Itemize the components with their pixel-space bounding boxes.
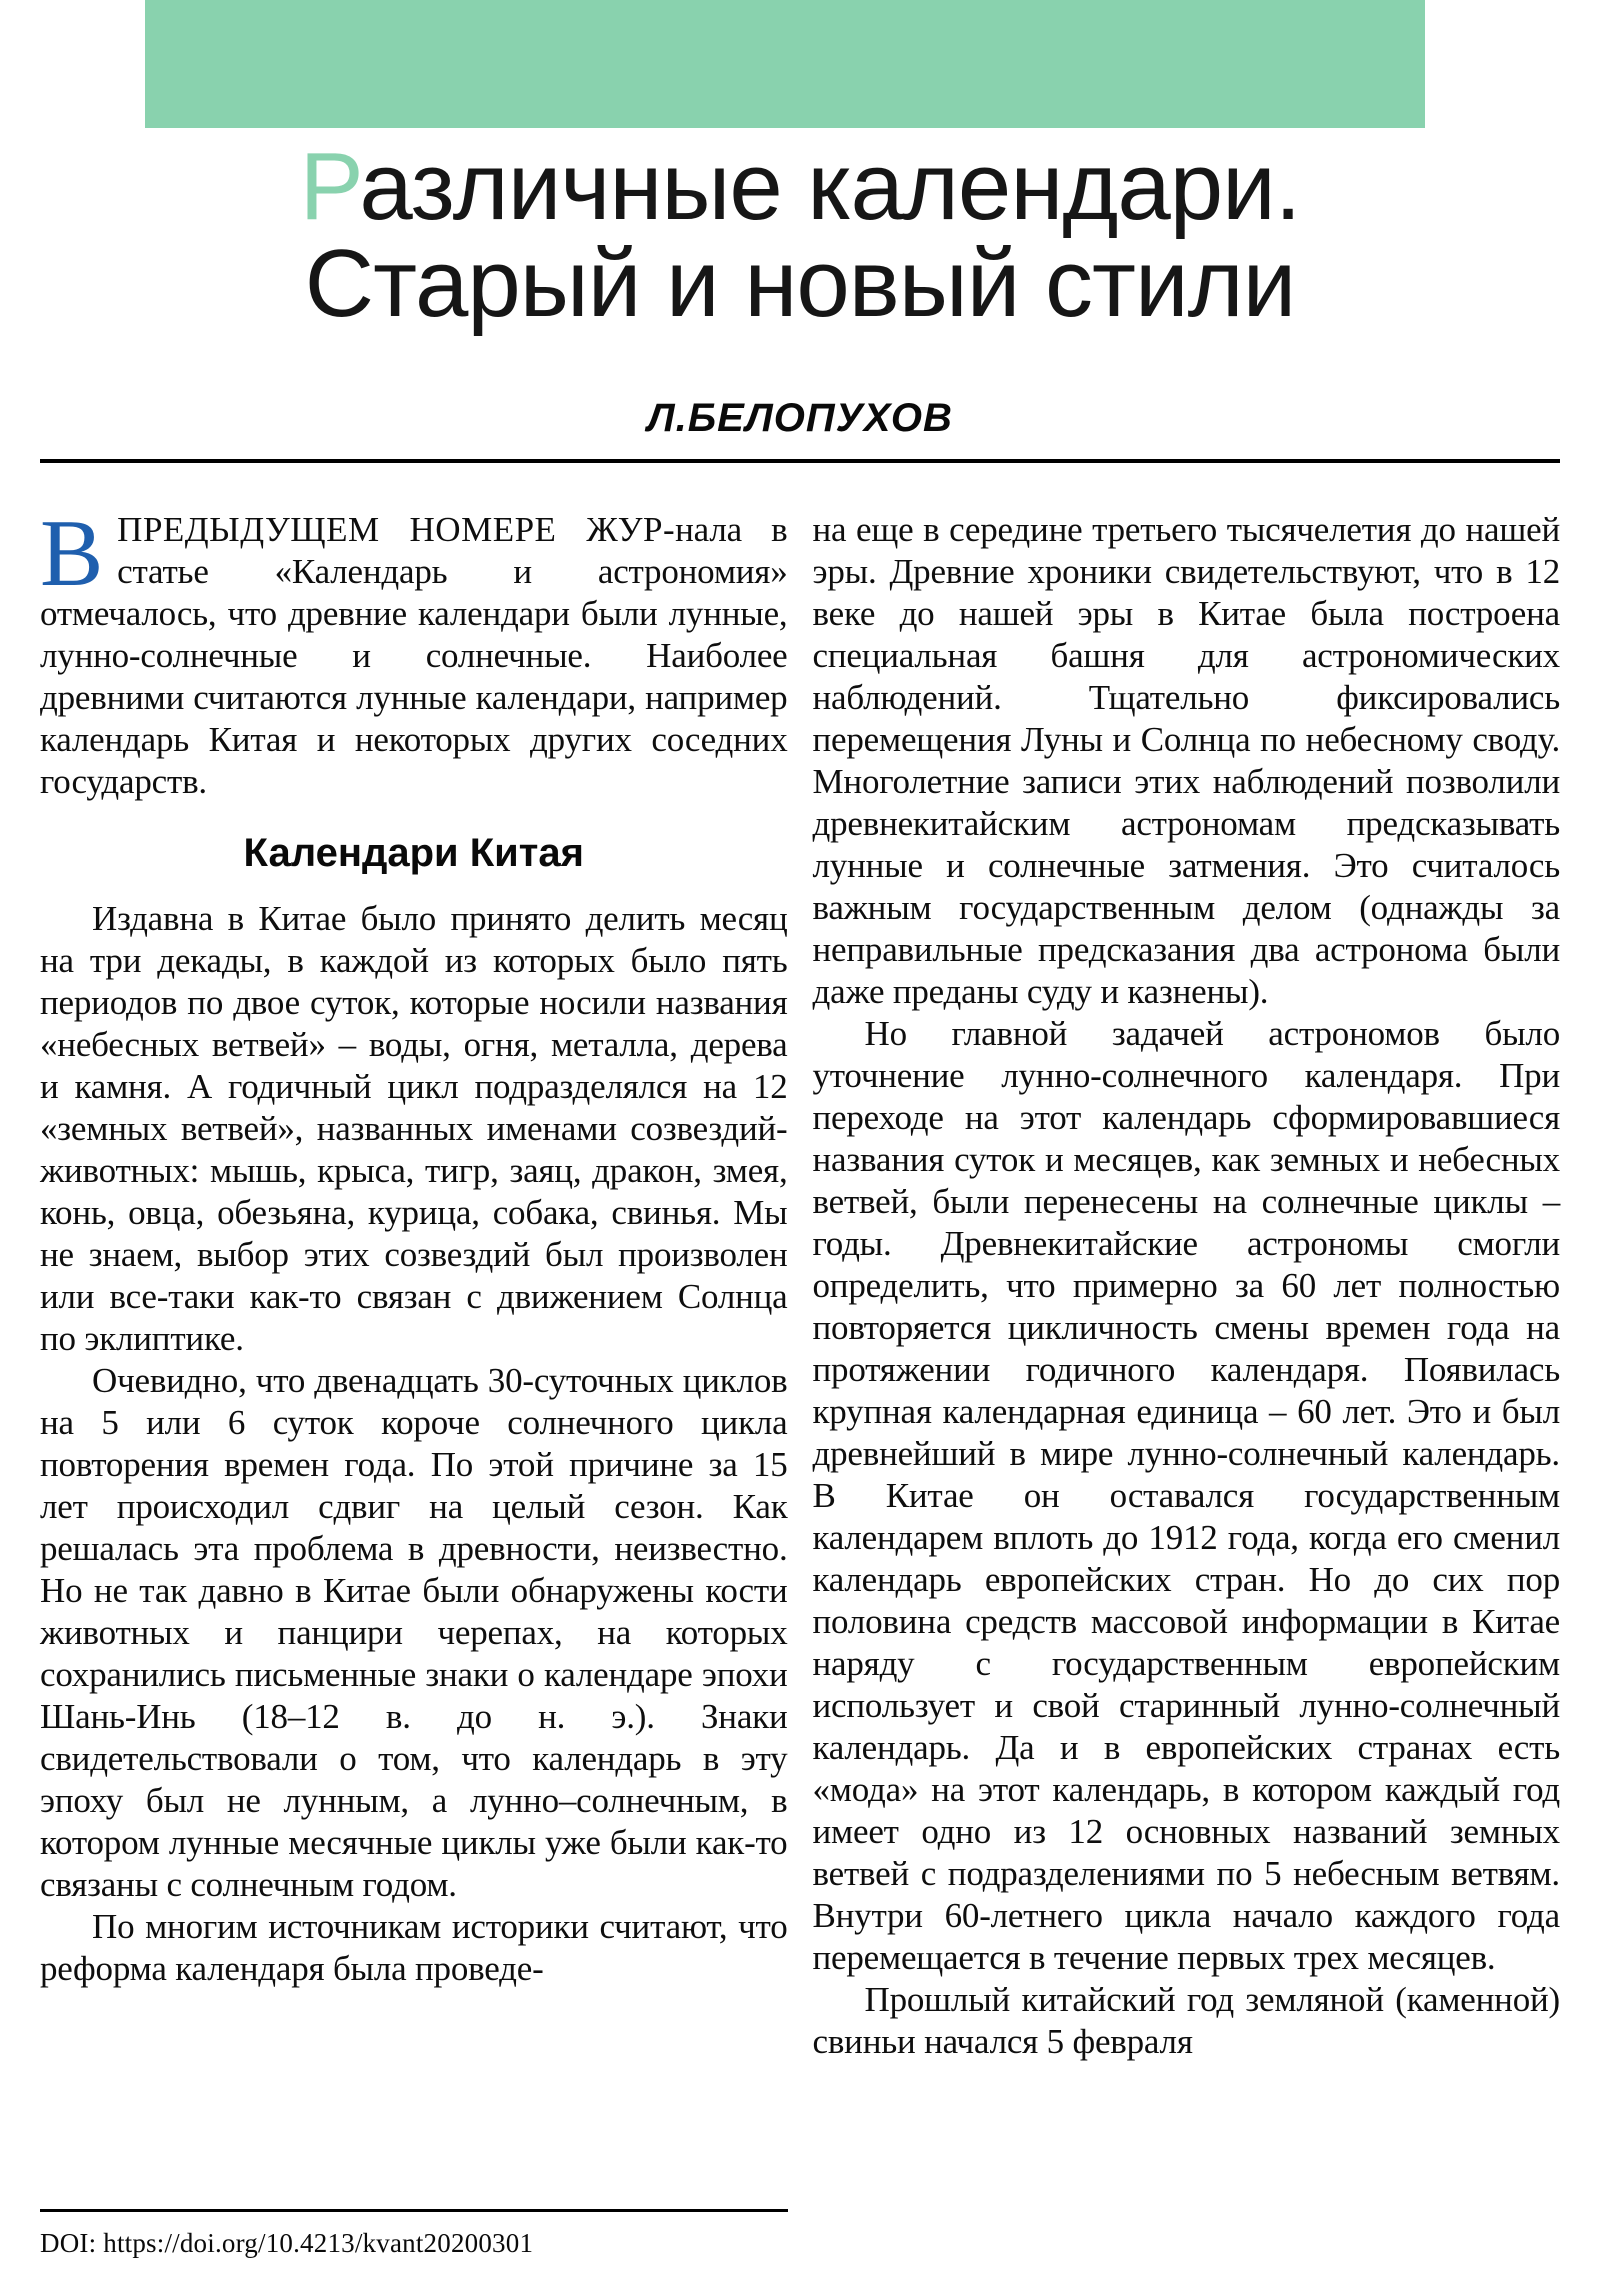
paragraph: По многим источникам историки считают, что реформа календаря была проведе- — [40, 1907, 788, 1988]
paragraph-opening — [40, 500, 788, 803]
article-body — [40, 500, 1560, 2273]
paragraph: Очевидно, что двенадцать 30-суточных циклов на 5 или 6 суток короче солнечного цикла повторения времен года. По этой причине за 15 лет происходил сдвиг на целый сезон. Как решалась эта проблема в древности, неизвестно. Но не так давно в Китае были обнаружены кости животных и панцири черепах, на которых сохранились письменные знаки о календаре эпохи Шань-Инь (18–12 в. до н. э.). Знаки свидетельствовали о том, что календарь в эту эпоху был не лунным, а лунно–солнечным, в котором лунные месячные циклы уже были как-то связаны с солнечным годом. — [40, 1361, 788, 1904]
paragraph: Прошлый китайский год земляной (каменной) свиньи начался 5 февраля — [812, 1980, 1560, 2061]
title-initial-letter: Р — [299, 133, 360, 240]
title-rule — [40, 459, 1560, 463]
paragraph: Но главной задачей астрономов было уточнение лунно-солнечного календаря. При переходе на этот календарь сформировавшиеся названия суток и месяцев, как земных и небесных ветвей, были перенесены на солнечные циклы – годы. Древнекитайские астрономы смогли определить, что примерно за 60 лет полностью повторяется цикличность смены времен года на протяжении годичного календаря. Появилась крупная календарная единица – 60 лет. Это и был древнейший в мире лунно-солнечный календарь. В Китае он оставался государственным календарем вплоть до 1912 года, когда его сменил календарь европейских стран. Но до сих пор половина средств массовой информации в Китае наряду с государственным европейским использует и свой старинный лунно-солнечный календарь. Да и в европейских странах есть «мода» на этот календарь, в котором каждый год имеет одно из 12 основных названий земных ветвей с подразделениями по 5 небесным ветвям. Внутри 60-летнего цикла начало каждого года перемещается в течение первых трех месяцев. — [812, 1014, 1560, 1977]
author-name: Л.БЕЛОПУХОВ — [647, 396, 953, 440]
paragraph: Издавна в Китае было принято делить месяц на три декады, в каждой из которых было пять периодов по двое суток, которые носили названия «небесных ветвей» – воды, огня, металла, дерева и камня. А годичный цикл подразделялся на 12 «земных ветвей», названных именами созвездий-животных: мышь, крыса, тигр, заяц, дракон, змея, конь, овца, обезьяна, курица, собака, свинья. Мы не знаем, выбор этих созвездий был произволен или все-таки как-то связан с движением Солнца по эклиптике. — [40, 899, 788, 1358]
footnote-rule — [40, 2209, 788, 2212]
title-line-2: Старый и новый стили — [304, 230, 1296, 337]
doi-text: DOI: https://doi.org/10.4213/kvant20200301 — [40, 2228, 534, 2258]
opening-caps-text: ПРЕДЫДУЩЕМ НОМЕРЕ ЖУР- — [117, 510, 676, 549]
left-column — [40, 500, 788, 2273]
article-title — [40, 133, 1560, 337]
title-line1-text: азличные календари. — [359, 133, 1301, 240]
title-line-1 — [40, 133, 1560, 240]
footnote — [40, 2209, 788, 2273]
section-heading: Календари Китая — [243, 831, 584, 875]
paragraph-continuation: на еще в середине третьего тысячелетия до нашей эры. Древние хроники свидетельствуют, что в 12 веке до нашей эры в Китае была построена специальная башня для астрономических наблюдений. Тщательно фиксировались перемещения Луны и Солнца по небесному своду. Многолетние записи этих наблюдений позволили древнекитайским астрономам предсказывать лунные и солнечные затмения. Это считалось важным государственным делом (однажды за неправильные предсказания два астронома были даже преданы суду и казнены). — [812, 510, 1560, 1011]
right-column — [813, 509, 1561, 2273]
opening-rest-text: нала в статье «Календарь и астрономия» отмечалось, что древние календари были лунные, лунно-солнечные и солнечные. Наиболее древними считаются лунные календари, например календарь Китая и некоторых других соседних государств. — [40, 510, 788, 801]
drop-cap: В — [40, 500, 104, 606]
